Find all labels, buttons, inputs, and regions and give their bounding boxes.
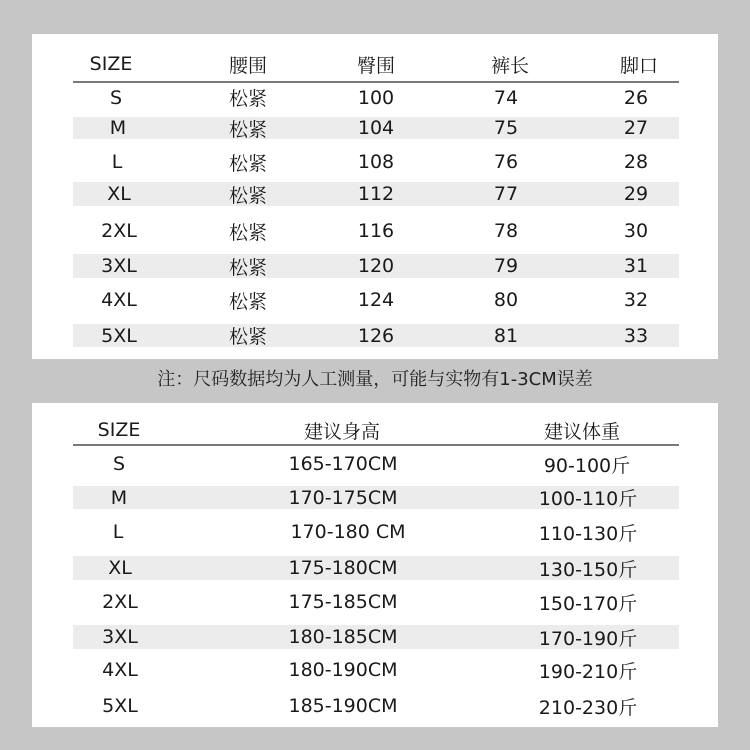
cell-size: 3XL <box>102 626 138 648</box>
table-header <box>73 413 679 447</box>
cell-waist: 松紧 <box>228 88 268 110</box>
cell-waist: 松紧 <box>228 118 268 141</box>
cell-length: 76 <box>493 151 519 173</box>
cell-hip: 112 <box>357 183 395 205</box>
header-size: SIZE <box>89 53 133 75</box>
cell-waist: 松紧 <box>228 152 268 175</box>
header-hem: 脚口 <box>619 54 659 77</box>
cell-weight: 100-110斤 <box>538 488 638 510</box>
table-row <box>73 148 679 176</box>
cell-hem: 29 <box>623 183 649 205</box>
cell-hip: 124 <box>357 289 395 311</box>
header-length: 裤长 <box>490 54 530 77</box>
cell-height: 175-180CM <box>288 557 398 579</box>
header-weight: 建议体重 <box>543 420 621 443</box>
cell-hip: 116 <box>357 220 395 242</box>
header-size: SIZE <box>97 419 141 441</box>
header-height: 建议身高 <box>303 420 381 443</box>
cell-size: 4XL <box>101 289 137 311</box>
cell-weight: 190-210斤 <box>538 660 638 683</box>
cell-size: M <box>110 486 128 509</box>
cell-hem: 31 <box>623 255 649 277</box>
cell-size: 2XL <box>102 591 138 613</box>
cell-size: 5XL <box>102 695 138 717</box>
cell-height: 180-190CM <box>288 659 398 681</box>
table-row <box>73 324 679 347</box>
cell-hem: 26 <box>623 86 649 109</box>
cell-weight: 170-190斤 <box>538 627 638 650</box>
cell-hip: 126 <box>357 324 395 347</box>
table-row <box>73 556 679 580</box>
table-row <box>73 85 679 110</box>
measurement-table <box>32 34 718 359</box>
table-row <box>73 655 679 685</box>
table-row <box>73 486 679 509</box>
header-divider <box>73 444 679 446</box>
cell-waist: 松紧 <box>228 256 268 279</box>
table-row <box>73 517 679 547</box>
cell-weight: 150-170斤 <box>538 592 638 615</box>
cell-hem: 30 <box>623 220 649 242</box>
cell-height: 170-175CM <box>288 486 398 509</box>
cell-size: M <box>109 117 127 139</box>
table-row <box>73 254 679 278</box>
cell-hip: 100 <box>357 86 395 109</box>
cell-weight: 90-100斤 <box>543 454 631 477</box>
table-row <box>73 693 679 719</box>
cell-weight: 130-150斤 <box>538 558 638 581</box>
cell-length: 81 <box>493 324 519 347</box>
table-row <box>73 286 679 314</box>
table-row <box>73 117 679 139</box>
cell-waist: 松紧 <box>228 184 268 207</box>
cell-size: 2XL <box>101 220 137 242</box>
cell-size: 4XL <box>102 659 138 681</box>
cell-waist: 松紧 <box>228 326 268 348</box>
cell-hem: 32 <box>623 289 649 311</box>
header-hip: 臀围 <box>356 54 396 77</box>
header-waist: 腰围 <box>228 54 268 77</box>
cell-weight: 210-230斤 <box>538 696 638 719</box>
recommendation-table <box>32 403 718 727</box>
cell-size: S <box>109 86 123 109</box>
table-row <box>73 587 679 617</box>
table-row <box>73 625 679 649</box>
cell-hem: 33 <box>623 324 649 347</box>
cell-size: L <box>111 151 123 173</box>
table-row <box>73 182 679 206</box>
cell-length: 77 <box>493 183 519 205</box>
cell-length: 79 <box>493 255 519 277</box>
cell-length: 74 <box>493 86 519 109</box>
cell-length: 78 <box>493 220 519 242</box>
cell-hip: 120 <box>357 255 395 277</box>
cell-size: XL <box>107 183 131 205</box>
cell-size: XL <box>108 557 132 579</box>
cell-size: 3XL <box>101 255 137 277</box>
cell-height: 175-185CM <box>288 591 398 613</box>
cell-height: 185-190CM <box>288 695 398 717</box>
table-row <box>73 451 679 477</box>
header-divider <box>73 81 679 83</box>
cell-waist: 松紧 <box>228 221 268 244</box>
cell-hem: 28 <box>623 151 649 173</box>
cell-size: S <box>112 453 126 475</box>
cell-size: 5XL <box>101 324 137 347</box>
cell-height: 165-170CM <box>288 453 398 475</box>
cell-hip: 108 <box>357 151 395 173</box>
cell-height: 170-180 CM <box>290 521 406 543</box>
measurement-note: 注：尺码数据均为人工测量，可能与实物有1-3CM误差 <box>157 369 593 390</box>
cell-weight: 110-130斤 <box>538 522 638 545</box>
cell-waist: 松紧 <box>228 290 268 313</box>
cell-size: L <box>112 521 124 543</box>
cell-hem: 27 <box>623 117 649 139</box>
cell-hip: 104 <box>357 117 395 139</box>
table-header <box>73 46 679 82</box>
cell-length: 75 <box>493 117 519 139</box>
cell-height: 180-185CM <box>288 626 398 648</box>
cell-length: 80 <box>493 289 519 311</box>
table-row <box>73 217 679 245</box>
